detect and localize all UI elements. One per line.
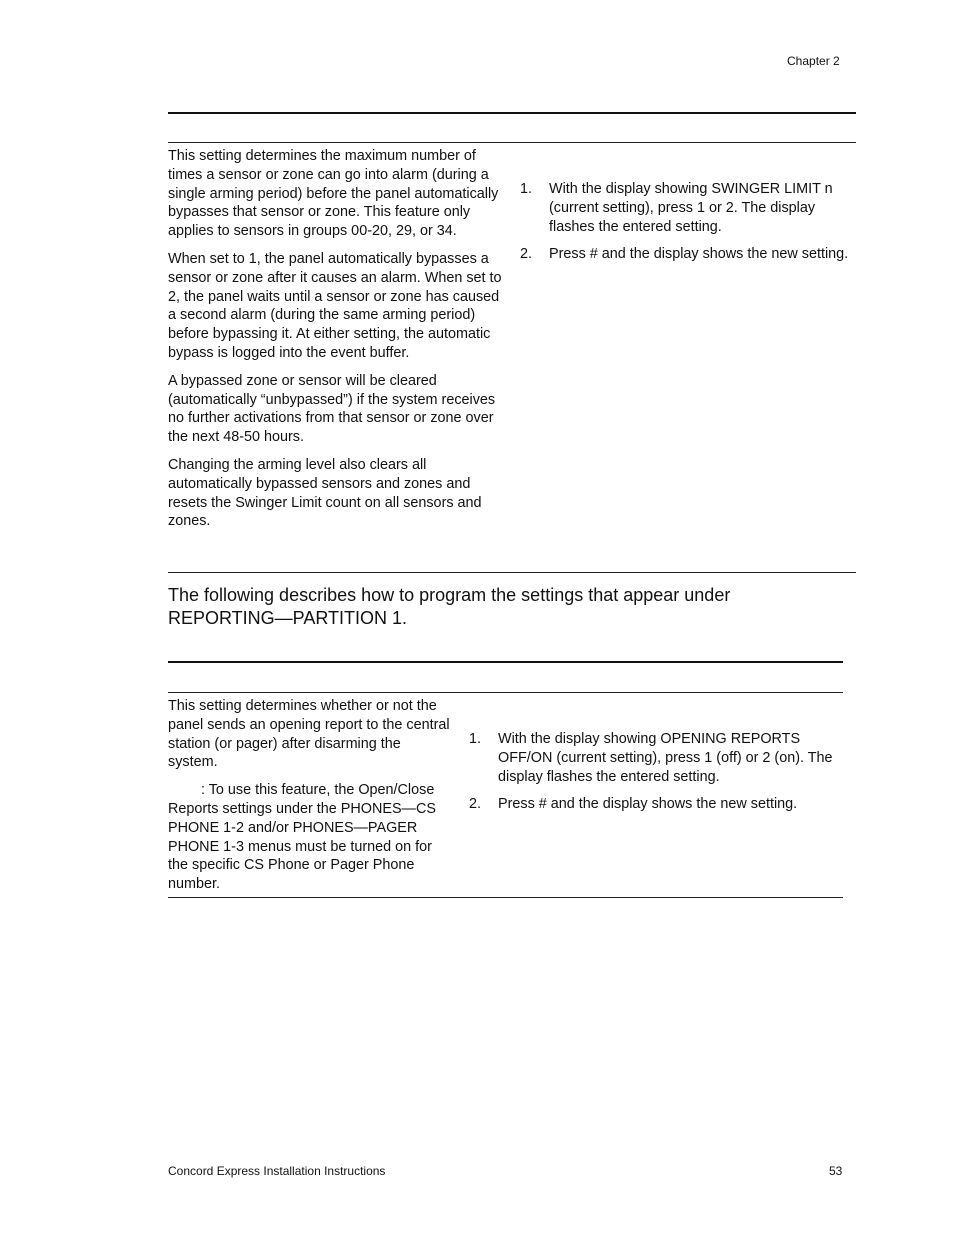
section1-paragraph: A bypassed zone or sensor will be cleared (automatically “unbypassed”) if the system receives no further activations from that sensor or zone over the next 48-50 hours. (168, 372, 496, 446)
section1-paragraph: When set to 1, the panel automatically bypasses a sensor or zone after it causes an alarm. When set to 2, the panel waits until a sensor or zone has caused a second alarm (during the same arming period) before bypassing it. At either setting, the automatic bypass is logged into the event buffer. (168, 250, 502, 361)
section2-description (168, 697, 453, 903)
step-number: 2. (520, 246, 533, 263)
section2-note: : To use this feature, the Open/Close Reports settings under the PHONES—CS PHONE 1-2 and/or PHONES—PAGER PHONE 1-3 menus must be turned on for the specific CS Phone or Pager Phone number. (168, 782, 436, 893)
section2-table-top-rule (168, 692, 843, 693)
footer-title: Concord Express Installation Instructions (168, 1164, 386, 1178)
section1-table-top-rule (168, 142, 856, 143)
step-number: 2. (469, 796, 482, 813)
step-number: 1. (469, 731, 482, 747)
step-item (469, 795, 841, 814)
page-number: 53 (829, 1164, 843, 1178)
section1-description (168, 147, 510, 540)
step-text: With the display showing OPENING REPORTS OFF/ON (current setting), press 1 (off) or 2 (on). The display flashes the entered setting. (498, 731, 833, 785)
section1-paragraph: Changing the arming level also clears all automatically bypassed sensors and zones and resets the Swinger Limit count on all sensors and zones. (168, 456, 482, 530)
section1-title-rule (168, 112, 856, 114)
chapter-label: Chapter 2 (787, 54, 840, 68)
step-item (520, 245, 854, 264)
section1-table-bottom-rule (168, 572, 856, 573)
step-item (469, 730, 841, 786)
section2-title-rule (168, 661, 843, 663)
intro-text: The following describes how to program the settings that appear under REPORTING—PARTITION 1. (168, 585, 731, 628)
section1-paragraph: This setting determines the maximum number of times a sensor or zone can go into alarm (during a single arming period) before the panel automatically bypasses that sensor or zone. This feature only applies to sensors in groups 00-20, 29, or 34. (168, 148, 499, 240)
section2-table-bottom-rule (168, 897, 843, 898)
section2-paragraph: This setting determines whether or not the panel sends an opening report to the central station (or pager) after disarming the system. (168, 698, 450, 771)
step-number: 1. (520, 181, 533, 197)
step-text: Press # and the display shows the new setting. (549, 246, 849, 263)
step-item (520, 180, 854, 236)
step-text: With the display showing SWINGER LIMIT n (current setting), press 1 or 2. The display flashes the entered setting. (549, 181, 833, 235)
step-text: Press # and the display shows the new setting. (498, 796, 798, 813)
section1-steps (520, 180, 854, 273)
section2-steps (469, 730, 841, 823)
